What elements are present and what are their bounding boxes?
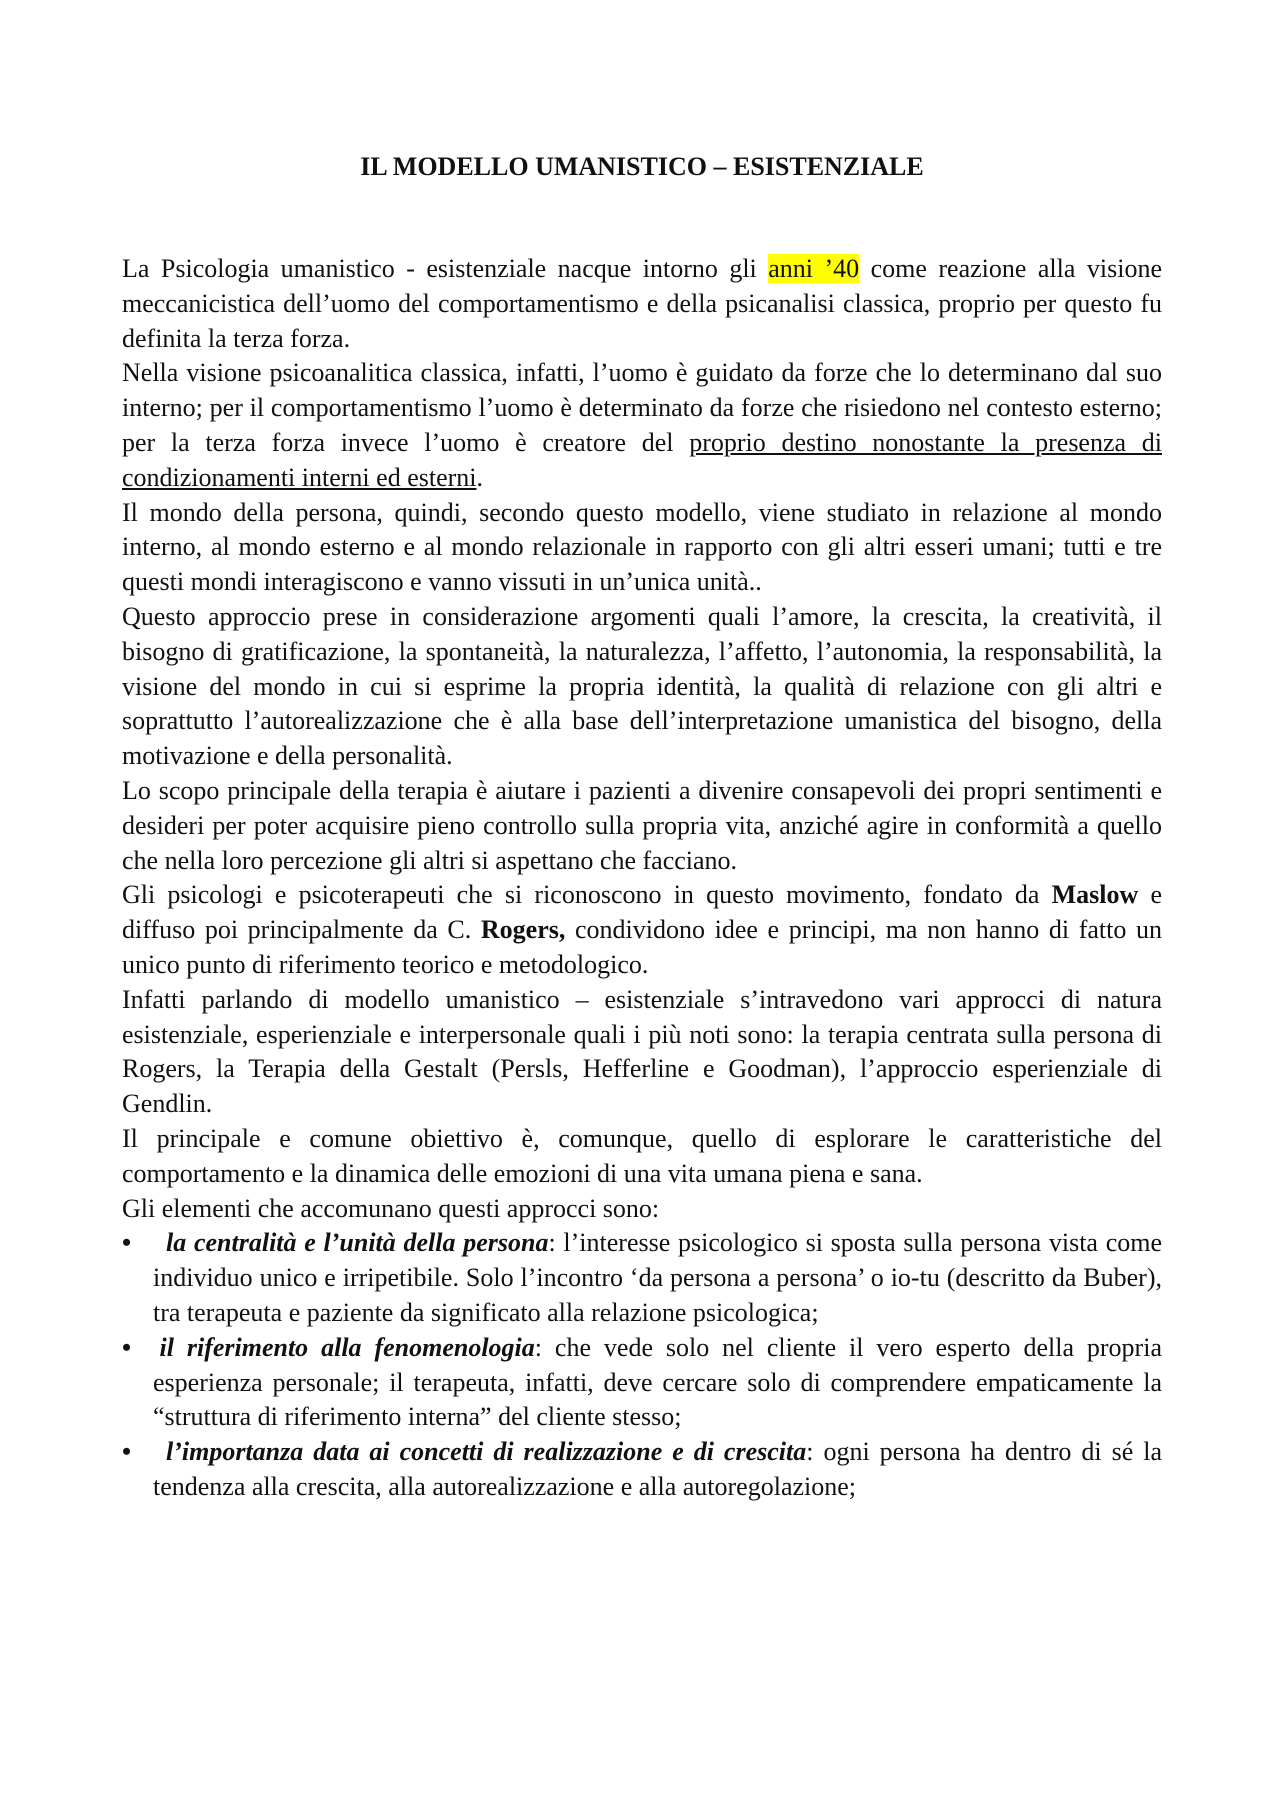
- paragraph-founders-text-2: e diffuso poi principalmente da C.: [122, 880, 1162, 945]
- list-item-text: : ogni persona ha dentro di sé la tendenza alla crescita, alla autorealizzazione e alla autoregolazione;: [153, 1437, 1163, 1501]
- list-item-text: : che vede solo nel cliente il vero esperto della propria esperienza personale; il terapeuta, infatti, deve cercare solo di comprendere empaticamente la “struttura di riferimento interna” del cliente stesso;: [153, 1332, 1162, 1432]
- name-rogers: Rogers,: [480, 915, 566, 945]
- paragraph-origin-text-1: La Psicologia umanistico - esistenziale nacque intorno gli: [122, 254, 769, 283]
- list-item-term: la centralità e l’unità della persona: [166, 1228, 549, 1258]
- paragraph-objective: Il principale e comune obiettivo è, comunque, quello di esplorare le caratteristiche del comportamento e la dinamica delle emozioni di una vita umana piena e sana.: [122, 1123, 1162, 1188]
- paragraph-approaches: Infatti parlando di modello umanistico – esistenziale s’intravedono vari approcci di natura esistenziale, esperienziale e interpersonale quali i più noti sono: la terapia centrata sulla persona di Rogers, la Terapia della Gestalt (Persls, Hefferline e Goodman), l’approccio esperienziale di Gendlin.: [122, 984, 1162, 1119]
- paragraph-founders-text-1: Gli psicologi e psicoterapeuti che si riconoscono in questo movimento, fondato da: [122, 880, 1052, 910]
- paragraph-founders: [122, 878, 1162, 982]
- paragraph-three-forces: [122, 356, 1162, 495]
- paragraph-origin: [122, 252, 1162, 356]
- paragraph-topics: Questo approccio prese in considerazione argomenti quali l’amore, la crescita, la creatività, il bisogno di gratificazione, la spontaneità, la naturalezza, l’affetto, l’autonomia, la responsabilità, la visione del mondo in cui si esprime la propria identità, la qualità di relazione con gli altri e soprattutto l’autorealizzazione che è alla base dell’interpretazione umanistica del bisogno, della motivazione e della personalità.: [122, 601, 1162, 771]
- list-item-term: il riferimento alla fenomenologia: [159, 1332, 535, 1362]
- bullet-icon: •: [122, 1228, 132, 1258]
- paragraph-founders-text-3: condividono idee e principi, ma non hanno di fatto un unico punto di riferimento teorico e metodologico.: [122, 915, 1163, 979]
- list-item-text: : l’interesse psicologico si sposta sulla persona vista come individuo unico e irripetibile. Solo l’incontro ‘da persona a persona’ o io-tu (descritto da Buber), tra terapeuta e paziente da significato alla relazione psicologica;: [153, 1228, 1162, 1327]
- list-item: [122, 1331, 1162, 1435]
- bullet-icon: •: [122, 1332, 132, 1362]
- document-body: [122, 150, 1162, 1505]
- list-item-term: l’importanza data ai concetti di realizzazione e di crescita: [166, 1437, 807, 1467]
- paragraph-therapy-goal: Lo scopo principale della terapia è aiutare i pazienti a divenire consapevoli dei propri sentimenti e desideri per poter acquisire pieno controllo sulla propria vita, anziché agire in conformità a quello che nella loro percezione gli altri si aspettano che facciano.: [122, 775, 1162, 875]
- list-item: [122, 1226, 1162, 1330]
- document-title: IL MODELLO UMANISTICO – ESISTENZIALE: [360, 152, 924, 181]
- common-elements-list: [122, 1226, 1162, 1504]
- highlighted-date: anni ’40: [768, 254, 860, 283]
- bullet-icon: •: [122, 1437, 132, 1467]
- list-item: [122, 1435, 1162, 1505]
- paragraph-three-forces-text-1: Nella visione psicoanalitica classica, infatti, l’uomo è guidato da forze che lo determinano dal suo interno; per il comportamentismo l’uomo è determinato da forze che risiedono nel contesto esterno; per la terza forza invece l’uomo è creatore del: [122, 358, 1162, 457]
- paragraph-common-elements: Gli elementi che accomunano questi approcci sono:: [122, 1193, 660, 1223]
- paragraph-three-forces-text-2: .: [476, 462, 483, 492]
- paragraph-origin-text-2: come reazione alla visione meccanicistica dell’uomo del comportamentismo e della psicanalisi classica, proprio per questo fu definita la terza forza.: [122, 254, 1162, 353]
- underlined-phrase: proprio destino nonostante la presenza di condizionamenti interni ed esterni: [122, 427, 1162, 492]
- paragraph-person-world: Il mondo della persona, quindi, secondo questo modello, viene studiato in relazione al mondo interno, al mondo esterno e al mondo relazionale in rapporto con gli altri esseri umani; tutti e tre questi mondi interagiscono e vanno vissuti in un’unica unità..: [122, 497, 1162, 597]
- name-maslow: Maslow: [1051, 880, 1139, 910]
